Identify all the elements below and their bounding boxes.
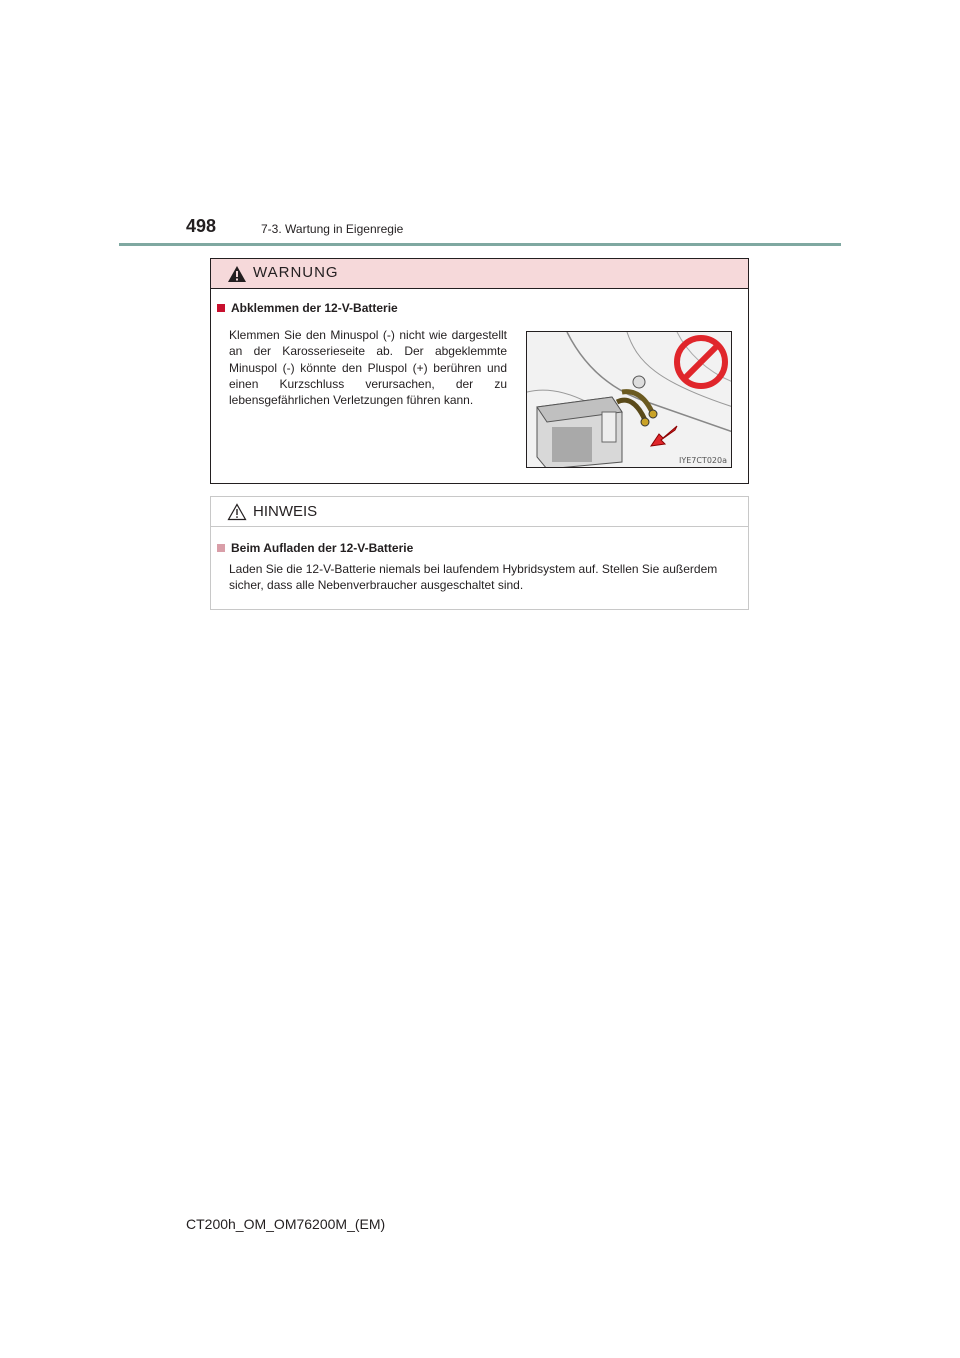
section-title: 7-3. Wartung in Eigenregie xyxy=(261,222,404,236)
warning-subheading-text: Abklemmen der 12-V-Batterie xyxy=(231,301,398,315)
document-code: CT200h_OM_OM76200M_(EM) xyxy=(186,1216,386,1232)
warning-subheading xyxy=(217,301,398,315)
battery-terminal-drawing xyxy=(527,332,732,468)
notice-subheading-text: Beim Aufladen der 12-V-Batterie xyxy=(231,541,414,555)
warning-triangle-icon xyxy=(227,265,247,283)
notice-subheading xyxy=(217,541,413,555)
header-rule xyxy=(119,243,841,246)
page-number: 498 xyxy=(186,216,217,236)
warning-box xyxy=(210,258,749,484)
battery-terminal-illustration xyxy=(526,331,732,468)
square-bullet-icon xyxy=(217,544,225,552)
notice-box xyxy=(210,496,749,610)
warning-title: WARNUNG xyxy=(253,264,339,281)
illustration-code: IYE7CT020a xyxy=(678,456,727,465)
notice-title: HINWEIS xyxy=(253,503,318,520)
notice-body-text: Laden Sie die 12-V-Batterie niemals bei laufendem Hybridsystem auf. Stellen Sie außerdem sicher, dass alle Nebenverbraucher ausgeschaltet sind. xyxy=(229,562,718,593)
caution-triangle-icon xyxy=(227,503,247,521)
square-bullet-icon xyxy=(217,304,225,312)
warning-header xyxy=(211,259,748,289)
notice-header xyxy=(211,497,748,527)
warning-body-text: Klemmen Sie den Minuspol (-) nicht wie dargestellt an der Karosserieseite ab. Der abgeklemmte Minuspol (-) könnte den Pluspol (+) berühren und einen Kurzschluss verursachen, der zu lebensgefährlichen Verletzungen führen kann. xyxy=(229,328,507,408)
